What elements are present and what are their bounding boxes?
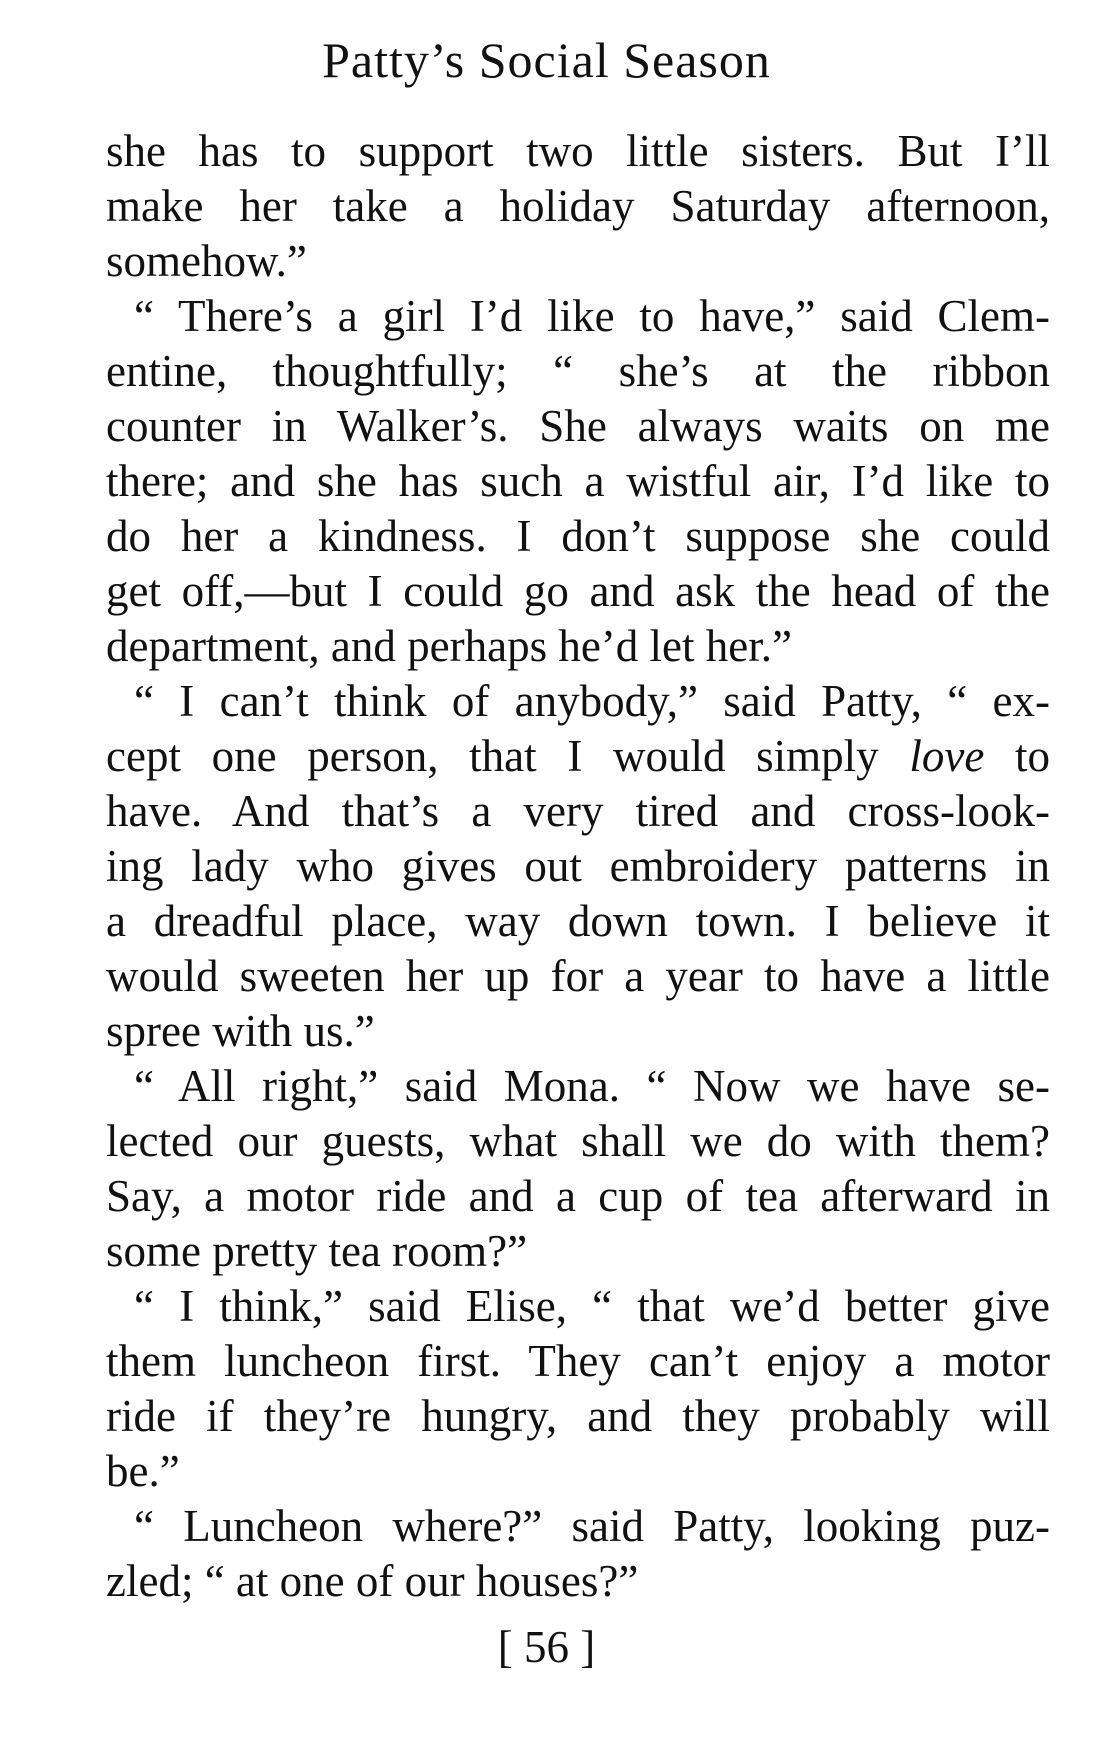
text-line-22: “ I think,” said Elise, “ that we’d better give xyxy=(134,1281,1050,1331)
text-line-10: department, and perhaps he’d let her.” xyxy=(106,621,792,671)
text-line-7: there; and she has such a wistful air, I’d like to xyxy=(106,456,1050,506)
running-title: Patty’s Social Season xyxy=(322,32,771,88)
text-line-17: spree with us.” xyxy=(106,1006,375,1056)
body-text xyxy=(106,124,1050,1609)
text-line-21: some pretty tea room?” xyxy=(106,1226,528,1276)
text-line-3: somehow.” xyxy=(106,236,307,286)
text-line-12-end: to xyxy=(1015,731,1050,781)
text-line-12 xyxy=(106,729,1050,784)
text-line-2: make her take a holiday Saturday afternoon, xyxy=(106,181,1050,231)
text-line-26: “ Luncheon where?” said Patty, looking puz- xyxy=(134,1501,1050,1551)
text-line-1: she has to support two little sisters. But I’ll xyxy=(106,126,1050,176)
text-line-27: zled; “ at one of our houses?” xyxy=(106,1556,639,1606)
text-line-14: ing lady who gives out embroidery patterns in xyxy=(106,841,1050,891)
text-line-5: entine, thoughtfully; “ she’s at the ribbon xyxy=(106,346,1050,396)
text-line-19: lected our guests, what shall we do with them? xyxy=(106,1116,1050,1166)
text-line-20: Say, a motor ride and a cup of tea afterward in xyxy=(106,1171,1050,1221)
text-line-24: ride if they’re hungry, and they probably will xyxy=(106,1391,1050,1441)
page-number: [ 56 ] xyxy=(497,1622,596,1672)
text-line-12-start: cept one person, that I would simply xyxy=(106,731,879,781)
text-line-23: them luncheon first. They can’t enjoy a motor xyxy=(106,1336,1050,1386)
text-line-16: would sweeten her up for a year to have a little xyxy=(106,951,1050,1001)
text-line-9: get off,—but I could go and ask the head of the xyxy=(106,566,1050,616)
text-line-13: have. And that’s a very tired and cross-look- xyxy=(106,786,1050,836)
text-line-6: counter in Walker’s. She always waits on me xyxy=(106,401,1050,451)
text-line-18: “ All right,” said Mona. “ Now we have se- xyxy=(134,1061,1050,1111)
text-line-11: “ I can’t think of anybody,” said Patty, “ ex- xyxy=(134,676,1050,726)
emphasis-love: love xyxy=(909,731,985,781)
text-line-4: “ There’s a girl I’d like to have,” said Clem- xyxy=(134,291,1050,341)
text-line-25: be.” xyxy=(106,1446,180,1496)
text-line-15: a dreadful place, way down town. I believe it xyxy=(106,896,1050,946)
text-line-8: do her a kindness. I don’t suppose she could xyxy=(106,511,1050,561)
